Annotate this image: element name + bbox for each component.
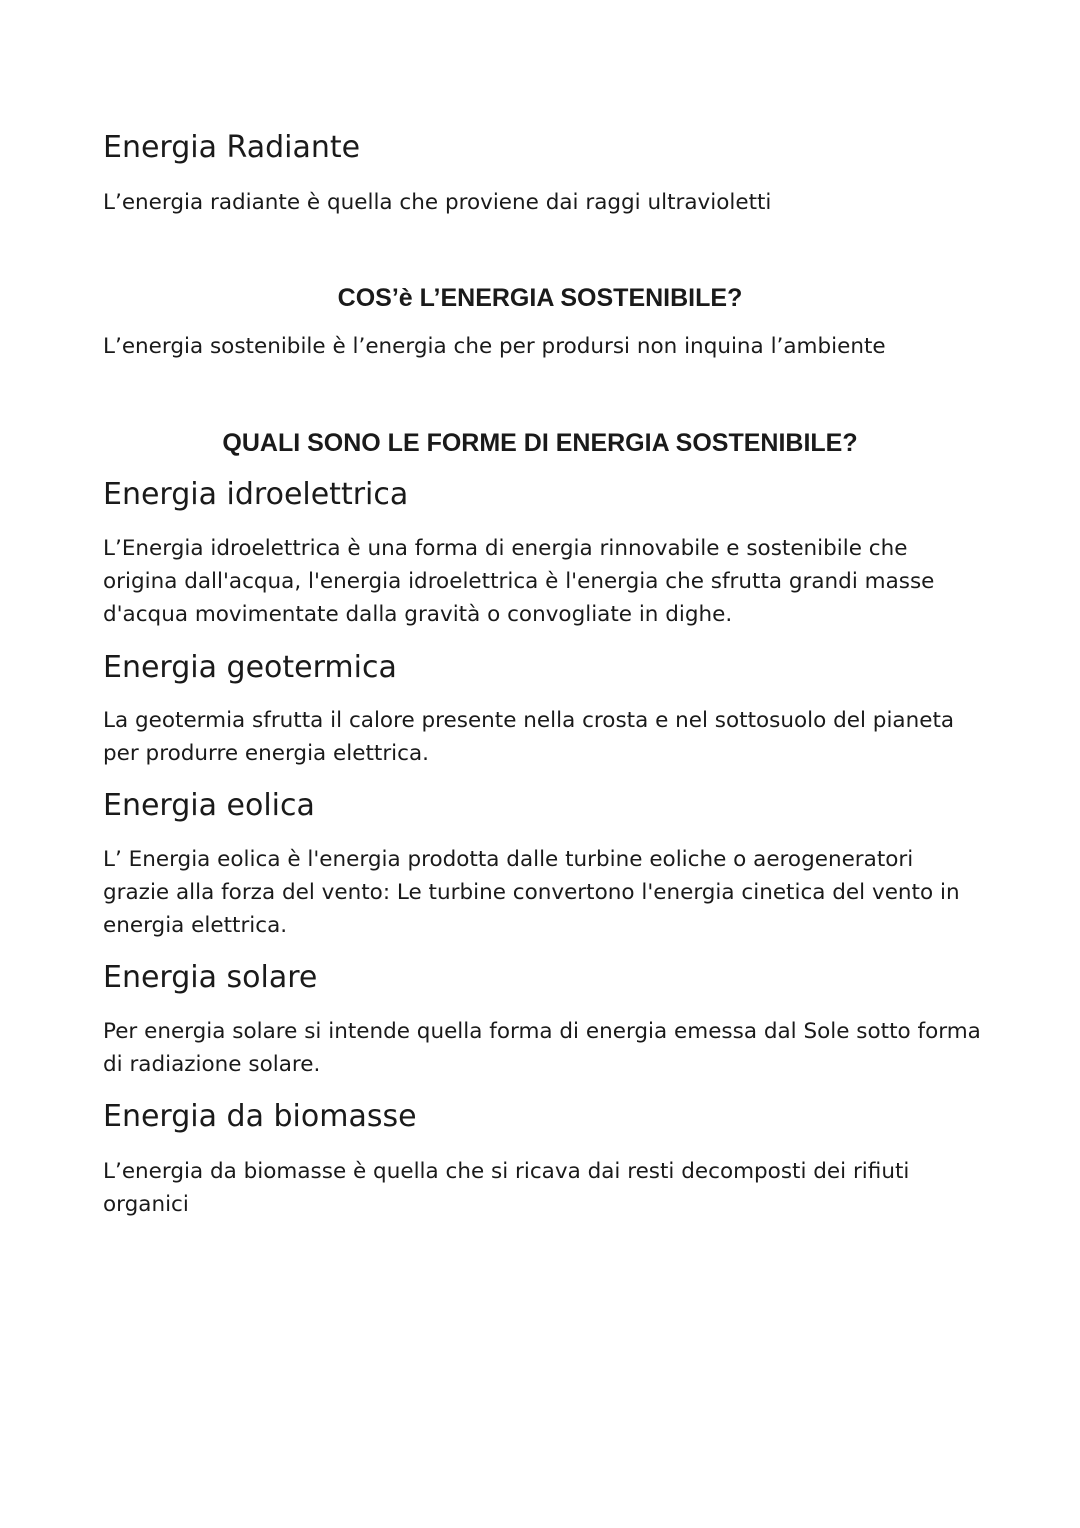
paragraph-energia-radiante: L’energia radiante è quella che proviene dai raggi ultravioletti: [103, 190, 772, 215]
paragraph-energia-biomasse: L’energia da biomasse è quella che si ricava dai resti decomposti dei rifiuti organici: [103, 1159, 910, 1217]
paragraph-energia-geotermica: La geotermia sfrutta il calore presente nella crosta e nel sottosuolo del pianeta per produrre energia elettrica.: [103, 708, 955, 766]
heading-energia-solare: Energia solare: [103, 960, 318, 995]
paragraph-energia-idroelettrica: L’Energia idroelettrica è una forma di energia rinnovabile e sostenibile che origina dall'acqua, l'energia idroelettrica è l'energia che sfrutta grandi masse d'acqua movimentate dalla gravità o convogliate in dighe.: [103, 536, 935, 627]
heading-energia-biomasse: Energia da biomasse: [103, 1099, 417, 1134]
paragraph-energia-sostenibile: L’energia sostenibile è l’energia che per prodursi non inquina l’ambiente: [103, 334, 886, 359]
paragraph-energia-solare: Per energia solare si intende quella forma di energia emessa dal Sole sotto forma di radiazione solare.: [103, 1019, 981, 1077]
heading-energia-geotermica: Energia geotermica: [103, 650, 397, 685]
heading-forme-energia-sostenibile: QUALI SONO LE FORME DI ENERGIA SOSTENIBILE?: [222, 429, 858, 457]
heading-energia-radiante: Energia Radiante: [103, 130, 361, 165]
heading-energia-eolica: Energia eolica: [103, 788, 315, 823]
heading-energia-idroelettrica: Energia idroelettrica: [103, 477, 409, 512]
heading-cos-e-energia-sostenibile: COS’è L’ENERGIA SOSTENIBILE?: [337, 284, 743, 312]
paragraph-energia-eolica: L’ Energia eolica è l'energia prodotta dalle turbine eoliche o aerogeneratori grazie alla forza del vento: Le turbine convertono l'energia cinetica del vento in energia elettrica.: [103, 847, 960, 938]
